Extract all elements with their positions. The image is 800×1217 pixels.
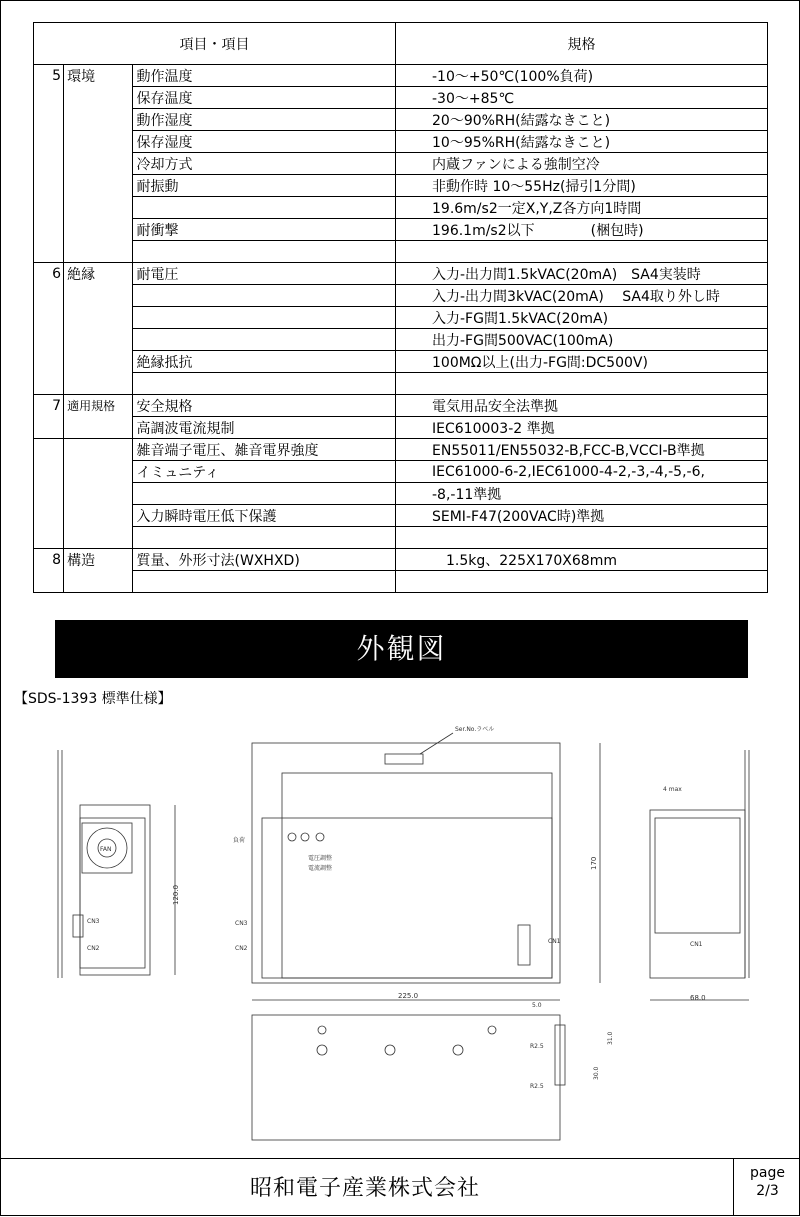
row-category bbox=[64, 197, 132, 219]
table-row bbox=[34, 263, 768, 285]
row-value: IEC610003-2 準拠 bbox=[396, 417, 768, 439]
row-item bbox=[132, 373, 395, 395]
page-number: 2/3 bbox=[756, 1183, 779, 1199]
row-category: 適用規格 bbox=[64, 395, 132, 417]
dim-31: 31.0 bbox=[607, 1031, 614, 1045]
row-category: 絶縁 bbox=[64, 263, 132, 285]
row-item bbox=[132, 241, 395, 263]
row-category bbox=[64, 219, 132, 241]
row-value: IEC61000-6-2,IEC61000-4-2,-3,-4,-5,-6, bbox=[396, 461, 768, 483]
front-view bbox=[233, 726, 600, 1000]
row-category bbox=[64, 417, 132, 439]
dim-30: 30.0 bbox=[593, 1066, 600, 1080]
row-number bbox=[34, 87, 64, 109]
row-value: -8,-11準拠 bbox=[396, 483, 768, 505]
row-item: 雑音端子電圧、雑音電界強度 bbox=[132, 439, 395, 461]
row-category bbox=[64, 505, 132, 527]
row-category bbox=[64, 241, 132, 263]
row-value: 出力-FG間500VAC(100mA) bbox=[396, 329, 768, 351]
row-number bbox=[34, 461, 64, 483]
row-item bbox=[132, 571, 395, 593]
table-row bbox=[34, 109, 768, 131]
table-row bbox=[34, 131, 768, 153]
row-category bbox=[64, 307, 132, 329]
cn1-label-right: CN1 bbox=[690, 941, 703, 948]
fan-label: FAN bbox=[100, 846, 112, 853]
row-category bbox=[64, 351, 132, 373]
table-row bbox=[34, 175, 768, 197]
front-arrow-label: 負荷 bbox=[233, 837, 246, 844]
row-number bbox=[34, 571, 64, 593]
row-number: 7 bbox=[34, 395, 64, 417]
dim-height-left: 120.0 bbox=[172, 884, 180, 905]
header-item: 項目・項目 bbox=[34, 23, 396, 65]
row-number bbox=[34, 417, 64, 439]
table-row bbox=[34, 351, 768, 373]
cn3-label-left: CN3 bbox=[87, 918, 100, 925]
cn2-label-front: CN2 bbox=[235, 945, 248, 952]
table-row bbox=[34, 461, 768, 483]
row-value: -30～+85℃ bbox=[396, 87, 768, 109]
row-category bbox=[64, 131, 132, 153]
table-row bbox=[34, 395, 768, 417]
row-category bbox=[64, 153, 132, 175]
row-category bbox=[64, 87, 132, 109]
row-category bbox=[64, 483, 132, 505]
table-row bbox=[34, 329, 768, 351]
dim-r25-top: R2.5 bbox=[530, 1043, 544, 1050]
row-value: 10～95%RH(結露なきこと) bbox=[396, 131, 768, 153]
dim-5: 5.0 bbox=[532, 1002, 542, 1009]
row-number bbox=[34, 505, 64, 527]
row-item: 保存湿度 bbox=[132, 131, 395, 153]
cn3-label-front: CN3 bbox=[235, 920, 248, 927]
row-value: -10～+50℃(100%負荷) bbox=[396, 65, 768, 87]
row-item: 高調波電流規制 bbox=[132, 417, 395, 439]
header-spec: 規格 bbox=[396, 23, 768, 65]
row-item: 冷却方式 bbox=[132, 153, 395, 175]
row-category bbox=[64, 373, 132, 395]
row-item: 絶縁抵抗 bbox=[132, 351, 395, 373]
row-number bbox=[34, 373, 64, 395]
row-value: 内蔵ファンによる強制空冷 bbox=[396, 153, 768, 175]
row-value: EN55011/EN55032-B,FCC-B,VCCI-B準拠 bbox=[396, 439, 768, 461]
row-number bbox=[34, 527, 64, 549]
table-row bbox=[34, 549, 768, 571]
curr-adj-label: 電流調整 bbox=[308, 865, 333, 872]
row-number bbox=[34, 175, 64, 197]
row-item: 耐電圧 bbox=[132, 263, 395, 285]
row-number bbox=[34, 197, 64, 219]
spec-table bbox=[33, 22, 768, 593]
row-item bbox=[132, 329, 395, 351]
row-number bbox=[34, 109, 64, 131]
table-row bbox=[34, 65, 768, 87]
row-value: 196.1m/s2以下 (梱包時) bbox=[396, 219, 768, 241]
row-item: 保存温度 bbox=[132, 87, 395, 109]
table-row bbox=[34, 285, 768, 307]
row-value: 入力-FG間1.5kVAC(20mA) bbox=[396, 307, 768, 329]
row-category: 構造 bbox=[64, 549, 132, 571]
row-value bbox=[396, 571, 768, 593]
row-item bbox=[132, 307, 395, 329]
row-item: 安全規格 bbox=[132, 395, 395, 417]
table-header-row bbox=[34, 23, 768, 65]
table-row bbox=[34, 153, 768, 175]
row-item: 耐振動 bbox=[132, 175, 395, 197]
row-value: 1.5kg、225X170X68mm bbox=[396, 549, 768, 571]
table-row bbox=[34, 307, 768, 329]
row-item bbox=[132, 527, 395, 549]
row-number bbox=[34, 219, 64, 241]
row-item bbox=[132, 285, 395, 307]
table-row bbox=[34, 197, 768, 219]
row-number bbox=[34, 241, 64, 263]
company-name: 昭和電子産業株式会社 bbox=[250, 1176, 481, 1201]
table-row bbox=[34, 219, 768, 241]
row-number bbox=[34, 307, 64, 329]
row-value bbox=[396, 241, 768, 263]
row-value bbox=[396, 373, 768, 395]
model-subtitle: 【SDS-1393 標準仕様】 bbox=[14, 691, 172, 707]
row-category bbox=[64, 285, 132, 307]
row-number bbox=[34, 329, 64, 351]
row-value: 100MΩ以上(出力-FG間:DC500V) bbox=[396, 351, 768, 373]
row-value: 非動作時 10～55Hz(掃引1分間) bbox=[396, 175, 768, 197]
table-row bbox=[34, 483, 768, 505]
page-label: page bbox=[750, 1165, 785, 1181]
row-category bbox=[64, 527, 132, 549]
bottom-view bbox=[252, 1002, 614, 1140]
row-category bbox=[64, 329, 132, 351]
row-value: SEMI-F47(200VAC時)準拠 bbox=[396, 505, 768, 527]
row-value: 入力-出力間1.5kVAC(20mA) SA4実装時 bbox=[396, 263, 768, 285]
row-number bbox=[34, 483, 64, 505]
row-category bbox=[64, 461, 132, 483]
row-item: 動作温度 bbox=[132, 65, 395, 87]
row-number: 5 bbox=[34, 65, 64, 87]
row-item bbox=[132, 483, 395, 505]
dim-4max: 4 max bbox=[663, 786, 682, 793]
row-item bbox=[132, 197, 395, 219]
row-value: 入力-出力間3kVAC(20mA) SA4取り外し時 bbox=[396, 285, 768, 307]
table-row bbox=[34, 527, 768, 549]
dim-depth: 68.0 bbox=[690, 994, 706, 1002]
row-value bbox=[396, 527, 768, 549]
row-number bbox=[34, 285, 64, 307]
side-view-left bbox=[58, 750, 180, 978]
row-value: 20～90%RH(結露なきこと) bbox=[396, 109, 768, 131]
table-row bbox=[34, 241, 768, 263]
row-item: イミュニティ bbox=[132, 461, 395, 483]
row-item: 入力瞬時電圧低下保護 bbox=[132, 505, 395, 527]
row-number bbox=[34, 351, 64, 373]
dim-height-front: 170 bbox=[590, 856, 598, 870]
dim-width: 225.0 bbox=[398, 992, 419, 1000]
side-view-right bbox=[650, 750, 749, 1002]
outline-drawing bbox=[0, 710, 800, 1150]
footer bbox=[0, 1158, 800, 1217]
row-category bbox=[64, 109, 132, 131]
table-row bbox=[34, 505, 768, 527]
table-row bbox=[34, 87, 768, 109]
table-row bbox=[34, 373, 768, 395]
row-value: 電気用品安全法準拠 bbox=[396, 395, 768, 417]
row-number bbox=[34, 131, 64, 153]
page-box bbox=[733, 1159, 800, 1216]
row-value: 19.6m/s2一定X,Y,Z各方向1時間 bbox=[396, 197, 768, 219]
row-number bbox=[34, 153, 64, 175]
table-row bbox=[34, 417, 768, 439]
table-row bbox=[34, 571, 768, 593]
dim-r25-bottom: R2.5 bbox=[530, 1083, 544, 1090]
appearance-banner: 外観図 bbox=[55, 620, 748, 678]
row-number: 8 bbox=[34, 549, 64, 571]
volt-adj-label: 電圧調整 bbox=[308, 855, 333, 862]
serial-label: Ser.No.ラベル bbox=[455, 726, 495, 733]
cn2-label-left: CN2 bbox=[87, 945, 100, 952]
row-item: 動作湿度 bbox=[132, 109, 395, 131]
row-category bbox=[64, 175, 132, 197]
row-category bbox=[64, 571, 132, 593]
cn1-label-front: CN1 bbox=[548, 938, 561, 945]
row-category: 環境 bbox=[64, 65, 132, 87]
row-number: 6 bbox=[34, 263, 64, 285]
table-row bbox=[34, 439, 768, 461]
row-category bbox=[64, 439, 132, 461]
row-item: 耐衝撃 bbox=[132, 219, 395, 241]
row-number bbox=[34, 439, 64, 461]
row-item: 質量、外形寸法(WXHXD) bbox=[132, 549, 395, 571]
